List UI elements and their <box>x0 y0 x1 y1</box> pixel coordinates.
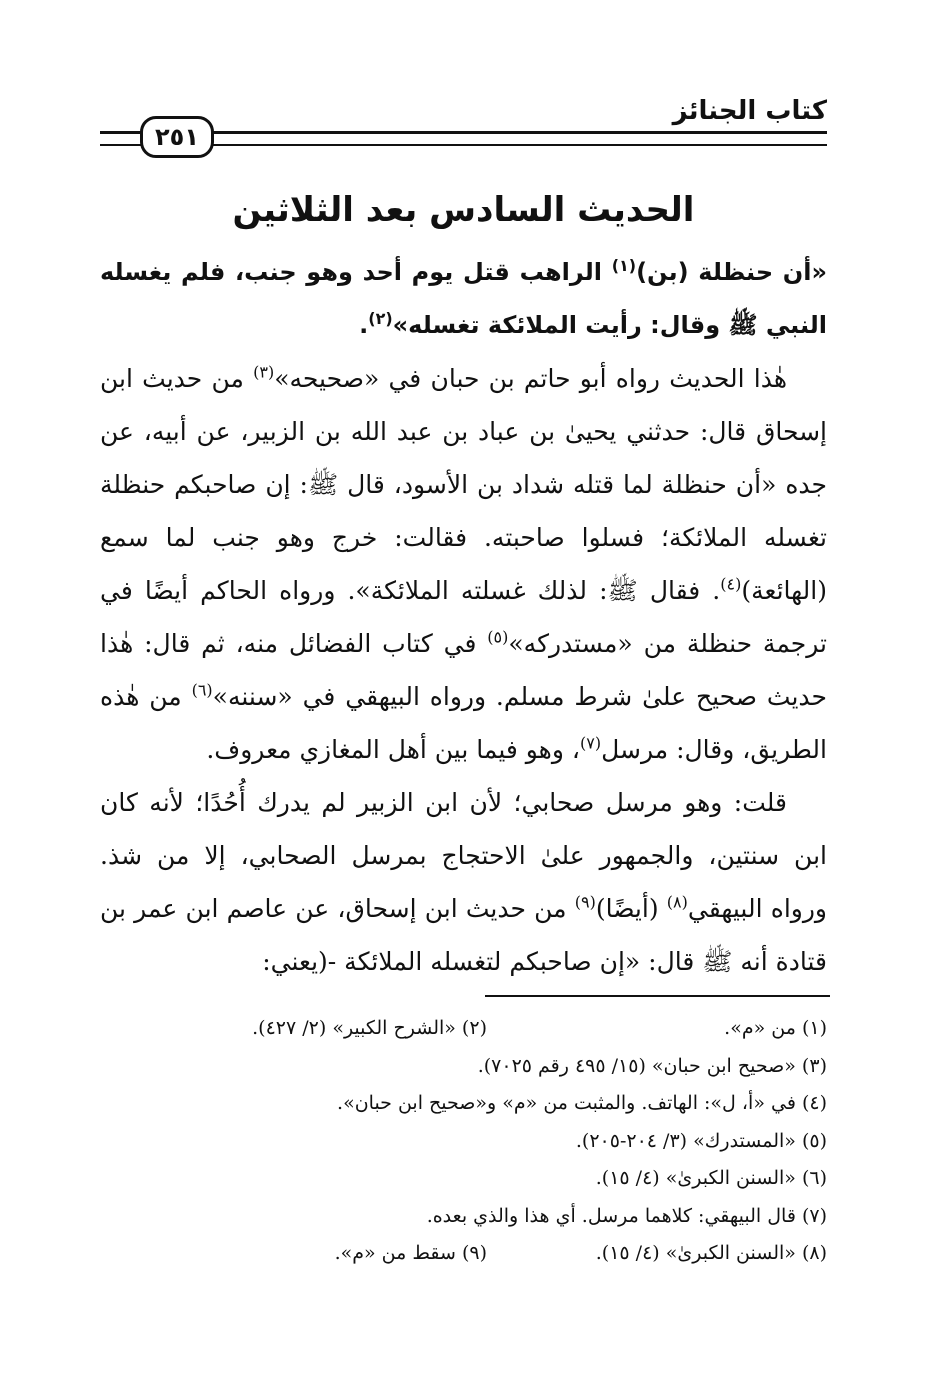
footnote-item: (٣) «صحيح ابن حبان» (١٥/ ٤٩٥ رقم ٧٠٢٥). <box>477 1054 827 1077</box>
body-text <box>100 246 827 988</box>
footnote-row <box>127 1010 827 1048</box>
footnote-item: (٦) «السنن الكبرىٰ» (٤/ ١٥). <box>595 1167 827 1189</box>
paragraph-text: في كتاب الفضائل منه، ثم قال: هٰذا حديث صحيح علىٰ شرط مسلم. ورواه البيهقي في «سننه» <box>100 629 827 711</box>
quote-text: الراهب قتل يوم أحد وهو جنب، فلم يغسله النبي ﷺ وقال: رأيت الملائكة تغسله» <box>100 258 827 339</box>
running-header-title: كتاب الجنائز <box>672 96 827 126</box>
footnote-ref: (١) <box>611 256 637 275</box>
commentary-paragraph <box>100 776 827 988</box>
footnote-item: (٥) «المستدرك» (٣/ ٢٠٤-٢٠٥). <box>575 1129 827 1152</box>
footnote-row <box>127 1048 827 1086</box>
footnote-item: (٤) في «أ، ل»: الهاتف. والمثبت من «م» و«صحيح ابن حبان». <box>337 1092 827 1114</box>
paragraph-text: هٰذا الحديث رواه أبو حاتم بن حبان في «صحيحه» <box>274 364 788 393</box>
page-number: ٢٥١ <box>155 123 199 151</box>
footnote-item: (١) من «م». <box>724 1017 827 1039</box>
footnotes <box>127 1010 827 1273</box>
quote-text: . <box>359 311 369 339</box>
footnote-row <box>127 1160 827 1198</box>
commentary-paragraph <box>100 352 827 776</box>
footnote-ref: (٩) <box>574 892 596 912</box>
footnote-item: (٨) «السنن الكبرىٰ» (٤/ ١٥). <box>595 1242 827 1264</box>
footnote-ref: (٨) <box>666 892 688 912</box>
paragraph-text: . فقال ﷺ: لذلك غسلته الملائكة». ورواه الحاكم أيضًا في ترجمة حنظلة من «مستدركه» <box>100 576 827 658</box>
footnote-ref: (٦) <box>191 680 213 700</box>
hadith-heading: الحديث السادس بعد الثلاثين <box>232 190 695 230</box>
footnote-item: (٩) سقط من «م». <box>334 1242 487 1264</box>
hadith-quote <box>100 246 827 352</box>
footnote-item: (٧) قال البيهقي: كلاهما مرسل. أي هذا والذي بعده. <box>426 1204 827 1227</box>
footnote-ref: (٤) <box>720 574 742 594</box>
footnote-ref: (٣) <box>253 362 275 382</box>
paragraph-text: من حديث ابن إسحاق، عن عاصم ابن عمر بن قتادة أنه ﷺ قال: «إن صاحبكم لتغسله الملائكة -(يعني: <box>100 894 827 976</box>
footnote-row <box>127 1198 827 1236</box>
footnote-ref: (٧) <box>579 733 602 753</box>
paragraph-text: من حديث ابن إسحاق قال: حدثني يحيىٰ بن عباد بن عبد الله بن الزبير، عن أبيه، عن جده «أن حنظلة لما قتله شداد بن الأسود، قال ﷺ: إن صاحبكم حنظلة تغسله الملائكة؛ فسلوا صاحبته. فقالت: خرج وهو جنب لما سمع (الهائعة) <box>100 364 827 605</box>
footnote-separator <box>485 995 830 997</box>
paragraph-text: قلت: وهو مرسل صحابي؛ لأن ابن الزبير لم يدرك أُحُدًا؛ لأنه كان ابن سنتين، والجمهور علىٰ الاحتجاج بمرسل الصحابي، إلا من شذ. ورواه البيهقي <box>100 788 827 923</box>
paragraph-text: من هٰذه الطريق، وقال: مرسل <box>100 682 827 764</box>
paragraph-text: (أيضًا) <box>595 894 667 923</box>
footnote-ref: (٢) <box>368 309 393 328</box>
paragraph-text: ، وهو فيما بين أهل المغازي معروف. <box>206 735 580 764</box>
footnote-ref: (٥) <box>487 627 509 647</box>
quote-text: «أن حنظلة (بن) <box>636 258 828 286</box>
page-number-badge <box>140 116 214 158</box>
footnote-item: (٢) «الشرح الكبير» (٢/ ٤٢٧). <box>252 1017 487 1039</box>
footnote-row <box>127 1123 827 1161</box>
footnote-row <box>127 1235 827 1273</box>
footnote-row <box>127 1085 827 1123</box>
